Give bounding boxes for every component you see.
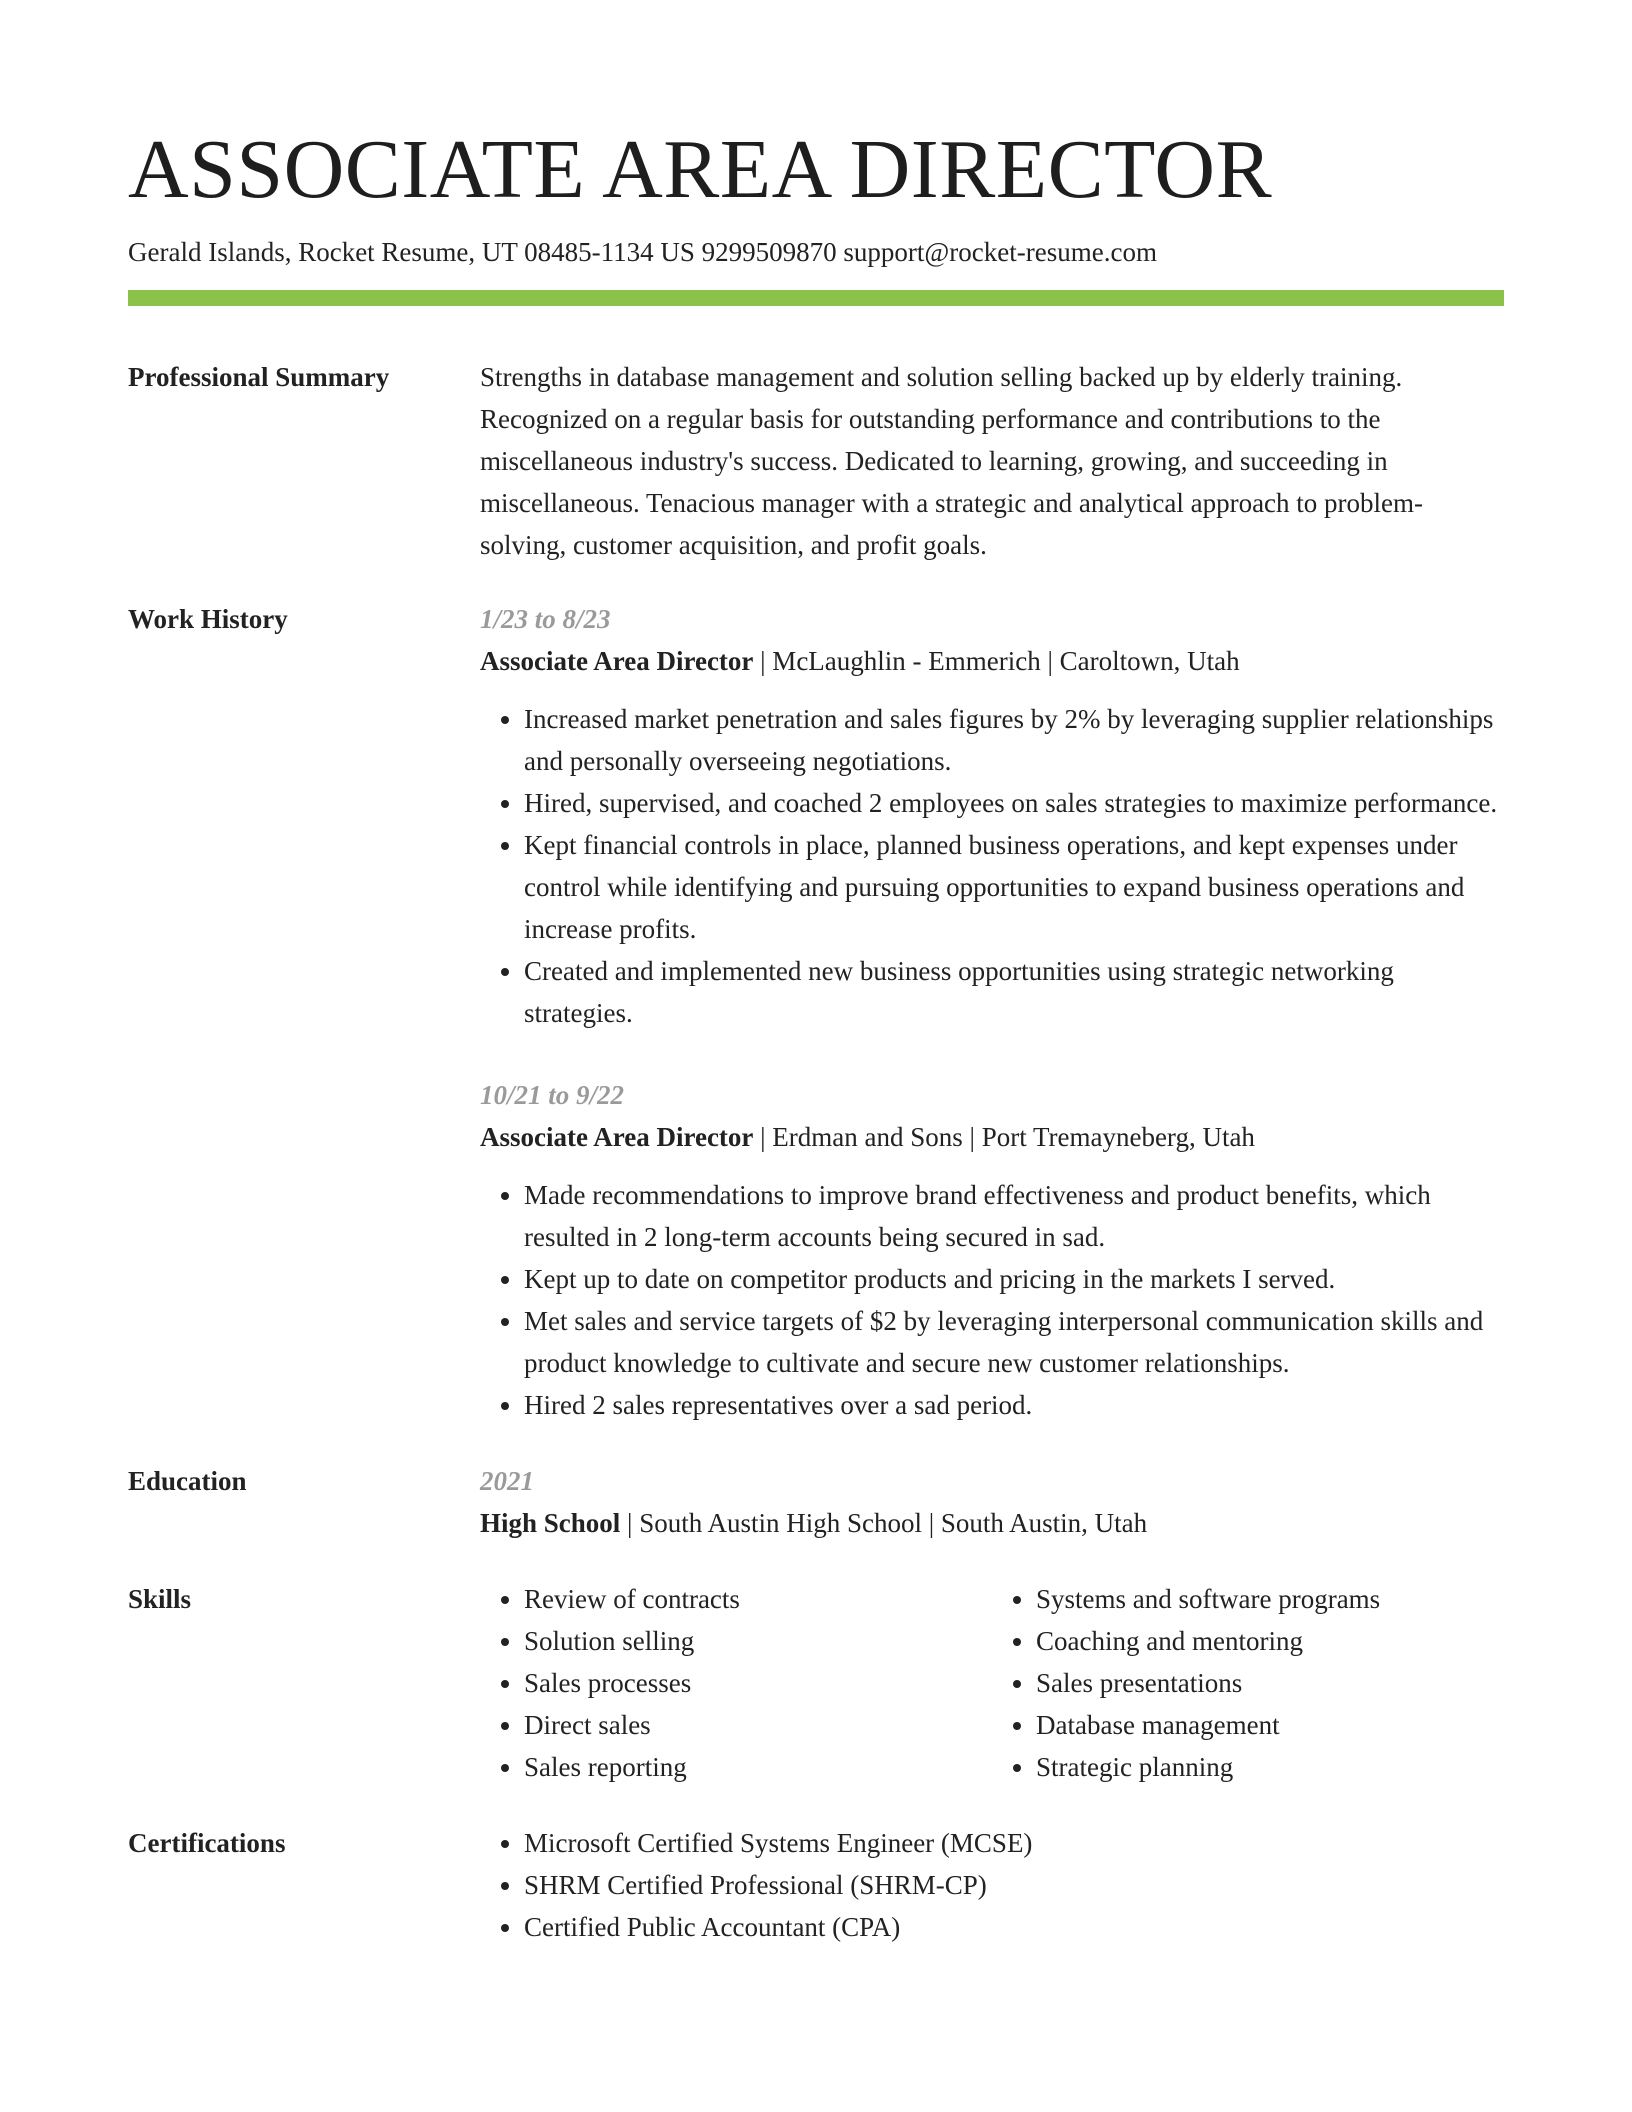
job-dates: 10/21 to 9/22 xyxy=(480,1080,625,1111)
list-item: • Solution selling xyxy=(524,1620,992,1662)
skills-section xyxy=(128,1578,1504,1788)
list-item: • Met sales and service targets of $2 by leveraging interpersonal communication skills and product knowledge to cultivate and secure new customer relationships. xyxy=(524,1300,1504,1384)
job-heading xyxy=(480,640,1504,682)
certifications-list xyxy=(480,1822,1504,1948)
skills-list-right xyxy=(992,1578,1504,1788)
contact-line: Gerald Islands, Rocket Resume, UT 08485-1134 US 9299509870 support@rocket-resume.com xyxy=(128,237,1157,267)
education-year: 2021 xyxy=(480,1466,534,1497)
list-item: • SHRM Certified Professional (SHRM-CP) xyxy=(524,1864,1504,1906)
job-entry xyxy=(480,1074,1504,1426)
job-heading xyxy=(480,1116,1504,1158)
education-heading xyxy=(480,1502,1504,1544)
list-item: • Direct sales xyxy=(524,1704,992,1746)
job-bullet-list xyxy=(480,1174,1504,1426)
list-item: • Kept financial controls in place, planned business operations, and kept expenses under control while identifying and pursuing opportunities to expand business operations and increase profits. xyxy=(524,824,1504,950)
list-item: • Created and implemented new business opportunities using strategic networking strategies. xyxy=(524,950,1504,1034)
list-item: • Coaching and mentoring xyxy=(1036,1620,1504,1662)
certifications-section xyxy=(128,1822,1504,1948)
list-item: • Certified Public Accountant (CPA) xyxy=(524,1906,1504,1948)
list-item: • Made recommendations to improve brand effectiveness and product benefits, which resulted in 2 long-term accounts being secured in sad. xyxy=(524,1174,1504,1258)
list-item: • Kept up to date on competitor products and pricing in the markets I served. xyxy=(524,1258,1504,1300)
certifications-label: Certifications xyxy=(128,1828,286,1859)
job-bullet-list xyxy=(480,698,1504,1034)
list-item: • Increased market penetration and sales figures by 2% by leveraging supplier relationships and personally overseeing negotiations. xyxy=(524,698,1504,782)
page-title: ASSOCIATE AREA DIRECTOR xyxy=(128,123,1273,216)
education-section xyxy=(128,1460,1504,1544)
list-item: • Sales presentations xyxy=(1036,1662,1504,1704)
summary-label: Professional Summary xyxy=(128,362,390,393)
job-details: | Erdman and Sons | Port Tremayneberg, Utah xyxy=(753,1122,1255,1153)
job-dates: 1/23 to 8/23 xyxy=(480,604,611,635)
job-title: Associate Area Director xyxy=(480,1122,754,1153)
education-label: Education xyxy=(128,1466,247,1497)
list-item: • Systems and software programs xyxy=(1036,1578,1504,1620)
skills-label: Skills xyxy=(128,1584,192,1615)
education-details: | South Austin High School | South Austin, Utah xyxy=(620,1508,1148,1539)
list-item: • Database management xyxy=(1036,1704,1504,1746)
work-history-section xyxy=(128,598,1504,1426)
list-item: • Sales processes xyxy=(524,1662,992,1704)
work-history-label: Work History xyxy=(128,604,288,635)
skills-list-left xyxy=(480,1578,992,1788)
list-item: • Microsoft Certified Systems Engineer (MCSE) xyxy=(524,1822,1504,1864)
list-item: • Hired, supervised, and coached 2 employees on sales strategies to maximize performance. xyxy=(524,782,1504,824)
list-item: • Strategic planning xyxy=(1036,1746,1504,1788)
job-title: Associate Area Director xyxy=(480,646,754,677)
list-item: • Sales reporting xyxy=(524,1746,992,1788)
job-details: | McLaughlin - Emmerich | Caroltown, Utah xyxy=(753,646,1240,677)
summary-section xyxy=(128,356,1504,566)
list-item: • Hired 2 sales representatives over a sad period. xyxy=(524,1384,1504,1426)
list-item: • Review of contracts xyxy=(524,1578,992,1620)
education-degree: High School xyxy=(480,1508,621,1539)
summary-text: Strengths in database management and solution selling backed up by elderly training. Recognized on a regular basis for outstanding performance and contributions to the miscellaneous industry's success. Dedicated to learning, growing, and succeeding in miscellaneous. Tenacious manager with a strategic and analytical approach to problem-solving, customer acquisition, and profit goals. xyxy=(480,362,1424,561)
job-entry xyxy=(480,598,1504,1034)
accent-divider xyxy=(128,290,1504,306)
